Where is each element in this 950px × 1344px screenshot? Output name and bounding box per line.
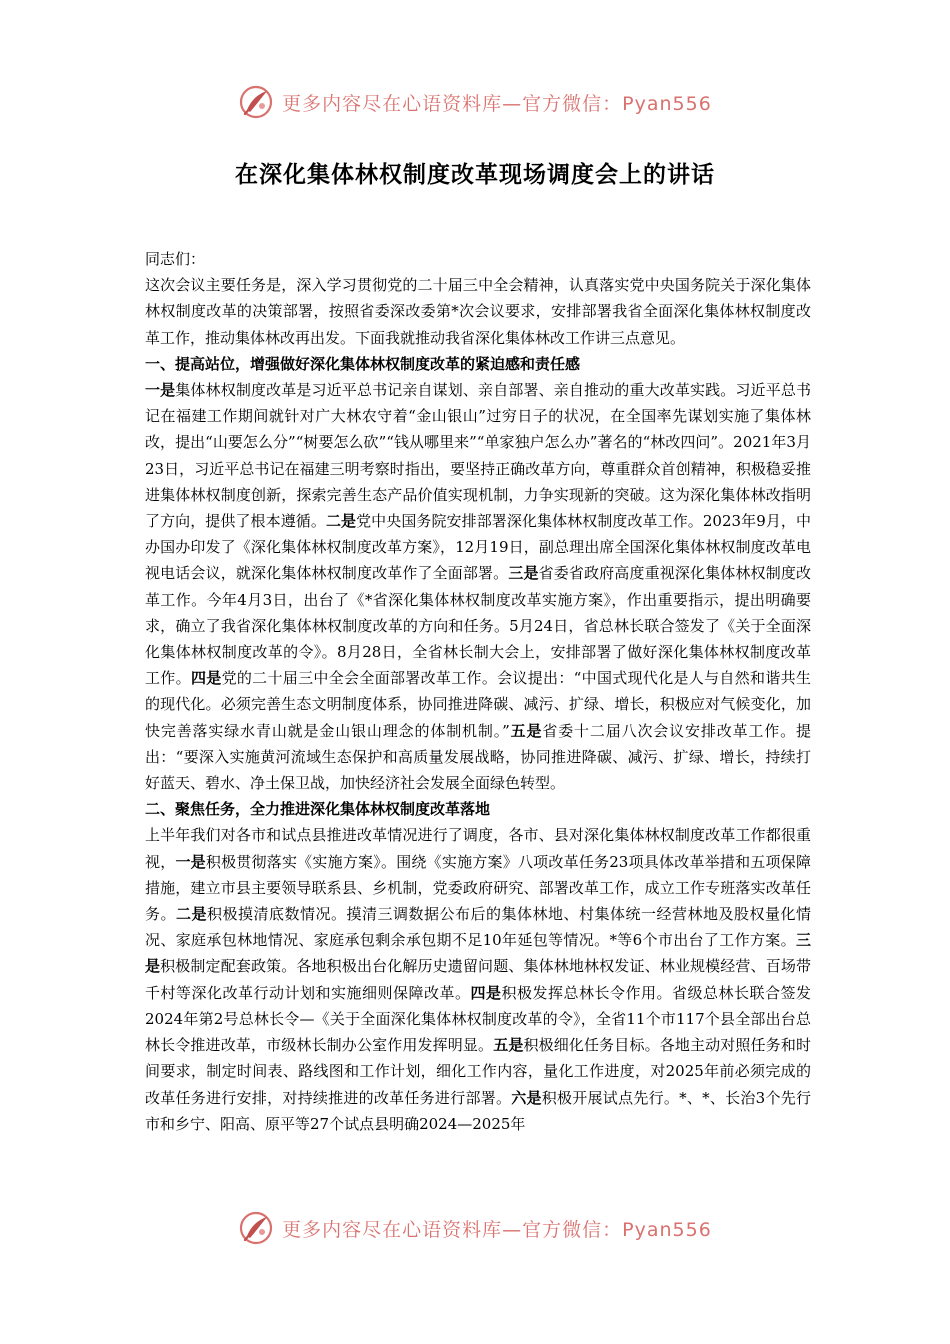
section-heading-2: 二、聚焦任务，全力推进深化集体林权制度改革落地 [145, 800, 491, 819]
point-text: 积极贯彻落实《实施方案》。围绕《实施方案》八项改革任务23项具体改革举措和五项保障措施，建立市县主要领导联系县、乡机制，党委政府研究、部署改革工作，成立工作专班落实改革任务。 [145, 852, 811, 924]
point-text: 积极发挥总林长令作用。省级总林长联合签发2024年第2号总林长令—《关于全面深化集体林权制度改革的令》，全省11个市117个县全部出台总林长令推进改革，市级林长制办公室作用发挥明显。 [145, 983, 811, 1055]
point-text: 党中央国务院安排部署深化集体林权制度改革工作。2023年9月，中办国办印发了《深化集体林权制度改革方案》，12月19日，副总理出席全国深化集体林权制度改革电视电话会议，就深化集体林权制度改革作了全面部署。 [145, 512, 811, 583]
point-text: 积极开展试点先行。*、*、长治3个先行市和乡宁、阳高、原平等27个试点县明确2024—2025年 [145, 1088, 811, 1133]
point-label: 一是 [145, 381, 176, 400]
page-title: 在深化集体林权制度改革现场调度会上的讲话 [235, 162, 715, 188]
salutation: 同志们： [145, 250, 206, 268]
xinyu-logo-icon [238, 84, 274, 120]
section-1-paragraph [145, 377, 811, 796]
point-label: 二是 [176, 905, 207, 924]
xinyu-logo-icon [238, 1210, 274, 1246]
point-label: 四是 [470, 983, 502, 1002]
point-label: 一是 [175, 852, 206, 871]
point-text: 省委十二届八次会议安排改革工作。提出：“要深入实施黄河流域生态保护和高质量发展战略，协同推进降碳、减污、扩绿、增长，持续打好蓝天、碧水、净土保卫战，加快经济社会发展全面绿色转型。 [145, 721, 811, 793]
section-heading-1: 一、提高站位，增强做好深化集体林权制度改革的紧迫感和责任感 [145, 354, 581, 373]
point-label: 二是 [325, 512, 357, 531]
watermark-text: 更多内容尽在心语资料库—官方微信：Pyan556 [282, 92, 712, 115]
point-label: 三是 [508, 564, 539, 583]
intro-paragraph: 这次会议主要任务是，深入学习贯彻党的二十届三中全会精神，认真落实党中央国务院关于深化集体林权制度改革的决策部署，按照省委深改委第*次会议要求，安排部署我省全面深化集体林权制度改革工作，推动集体林改再出发。下面我就推动我省深化集体林改工作讲三点意见。 [145, 276, 811, 347]
watermark-text: 更多内容尽在心语资料库—官方微信：Pyan556 [282, 1218, 712, 1241]
point-label: 四是 [190, 669, 222, 688]
point-text: 集体林权制度改革是习近平总书记亲自谋划、亲自部署、亲自推动的重大改革实践。习近平总书记在福建工作期间就针对广大林农守着“金山银山”过穷日子的状况，在全国率先谋划实施了集体林改，提出“山要怎么分”“树要怎么砍”“钱从哪里来”“单家独户怎么办”著名的“林改四问”。2021年3月23日，习近平总书记在福建三明考察时指出，要坚持正确改革方向，尊重群众首创精神，积极稳妥推进集体林权制度创新，探索完善生态产品价值实现机制，力争实现新的突破。这为深化集体林改指明了方向，提供了根本遵循。 [145, 381, 811, 531]
point-text: 省委省政府高度重视深化集体林权制度改革工作。今年4月3日，出台了《*省深化集体林权制度改革实施方案》，作出重要指示，提出明确要求，确立了我省深化集体林权制度改革的方向和任务。5月24日，省总林长联合签发了《关于全面深化集体林权制度改革的令》。8月28日，全省林长制大会上，安排部署了做好深化集体林权制度改革工作。 [145, 564, 811, 688]
point-text: 积极制定配套政策。各地积极出台化解历史遗留问题、集体林地林权发证、林业规模经营、百场带千村等深化改革行动计划和实施细则保障改革。 [145, 957, 811, 1002]
point-text: 积极细化任务目标。各地主动对照任务和时间要求，制定时间表、路线图和工作计划，细化工作内容，量化工作进度，对2025年前必须完成的改革任务进行安排，对持续推进的改革任务进行部署。 [145, 1036, 811, 1107]
point-label: 六是 [511, 1088, 542, 1107]
section-2-lead: 上半年我们对各市和试点县推进改革情况进行了调度，各市、县对深化集体林权制度改革工作都很重视， [145, 826, 811, 871]
section-2-paragraph [145, 822, 811, 1136]
point-text: 积极摸清底数情况。摸清三调数据公布后的集体林地、村集体统一经营林地及股权量化情况、家庭承包林地情况、家庭承包剩余承包期不足10年延包等情况。*等6个市出台了工作方案。 [145, 905, 811, 950]
document-body [145, 246, 811, 1137]
point-label: 三是 [145, 931, 811, 976]
point-text: 党的二十届三中全会全面部署改革工作。会议提出：“中国式现代化是人与自然和谐共生的现代化。必须完善生态文明制度体系，协同推进降碳、减污、扩绿、增长，积极应对气候变化，加快完善落实绿水青山就是金山银山理念的体制机制。” [145, 669, 811, 740]
point-label: 五是 [509, 721, 543, 740]
watermark-banner-top [0, 82, 950, 122]
point-label: 五是 [493, 1036, 524, 1055]
watermark-banner-bottom [0, 1208, 950, 1248]
